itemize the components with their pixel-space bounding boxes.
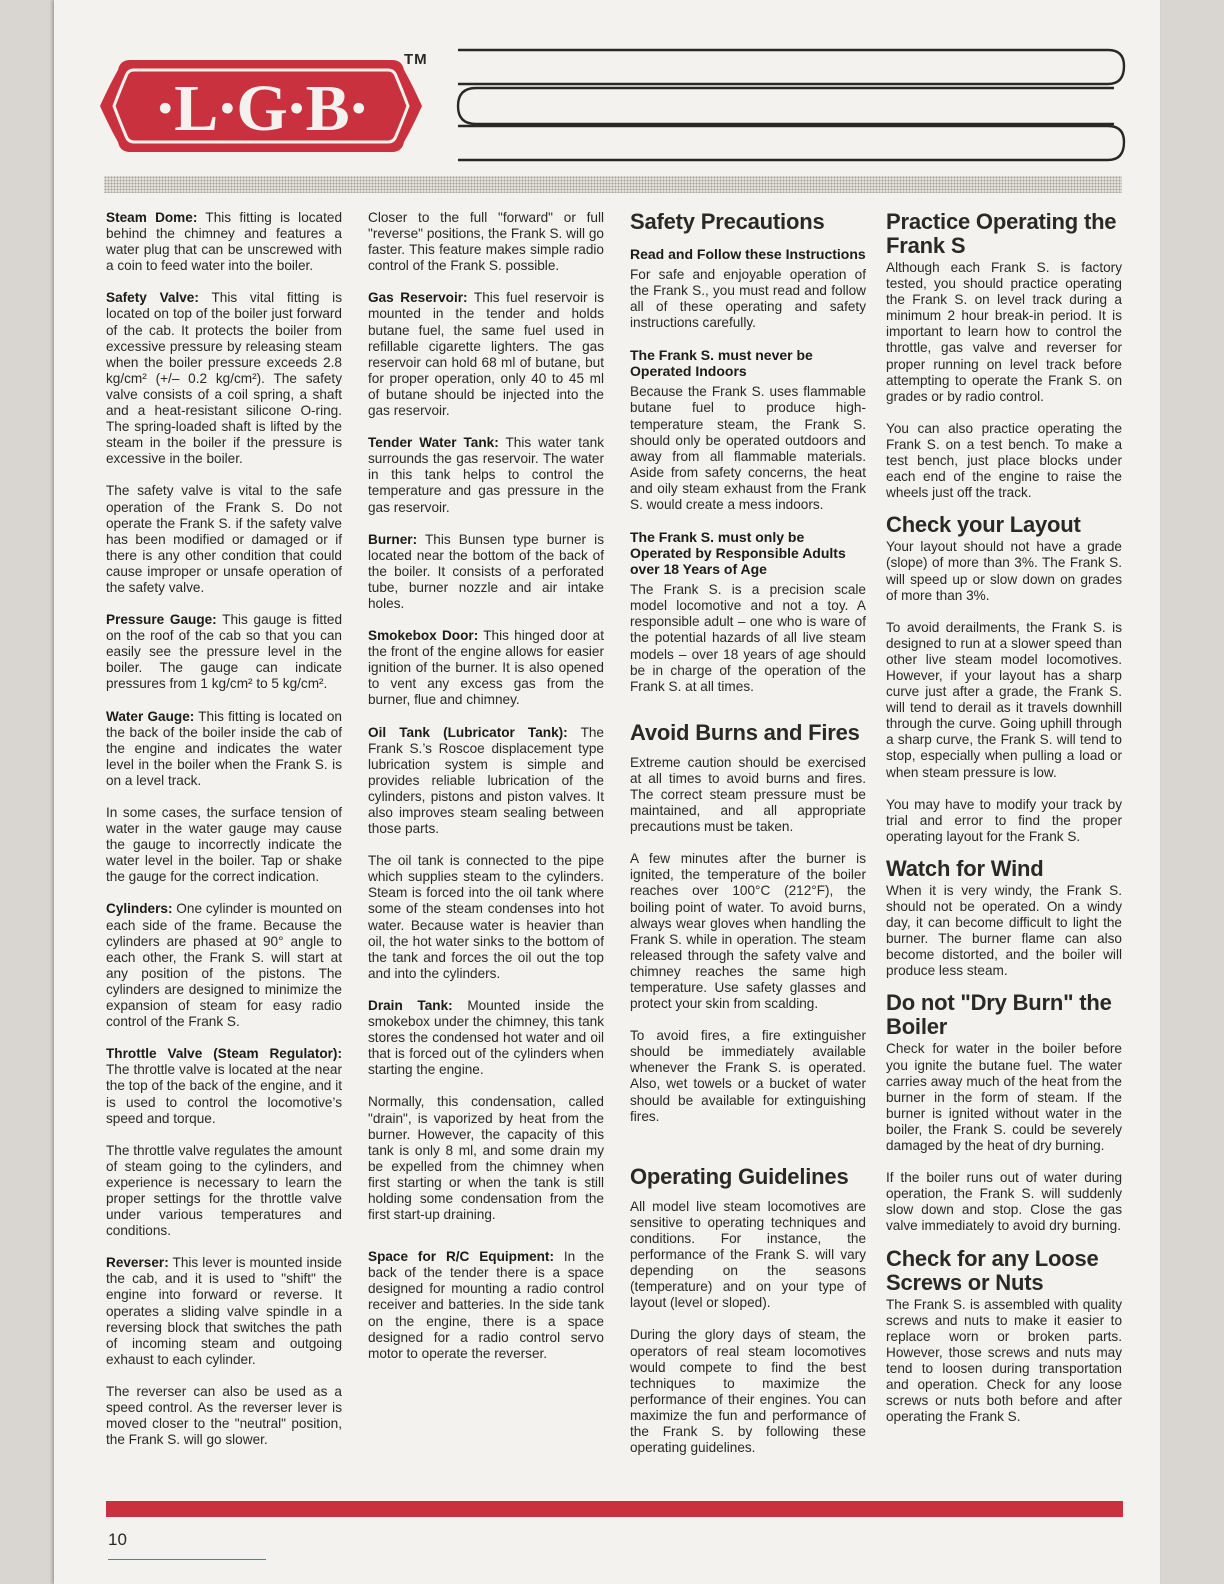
paragraph-reverser-note: The reverser can also be used as a speed control. As the reverser lever is moved closer to the "neutral" position, the Frank S. will go slower.: [106, 1383, 342, 1448]
paragraph-adults-only: The Frank S. is a precision scale model locomotive and not a toy. A responsible adult – one who is ware of the potential hazards of all live steam models – over 18 years of age should be in charge of the operation of the Frank S. at all times.: [630, 582, 866, 694]
footer-link-underline: [108, 1559, 266, 1560]
heading-avoid-burns: Avoid Burns and Fires: [630, 719, 860, 745]
paragraph-throttle-valve: Throttle Valve (Steam Regulator): The throttle valve is located at the near the top of the back of the engine, and it is used to control the locomotive’s speed and torque.: [106, 1046, 342, 1126]
column-1: [106, 210, 342, 1448]
paragraph-practice-1: Although each Frank S. is factory tested, you should practice operating the Frank S. on level track during a minimum 2 hour break-in period. It is important to learn how to control the throttle, gas valve and reverser for proper running on level track before attempting to operate the Frank S. on grades or by radio control.: [886, 260, 1122, 404]
footer-red-bar: [106, 1501, 1123, 1517]
heading-safety-precautions: Safety Precautions: [630, 209, 825, 234]
heading-practice-operating: Practice Operating the Frank S: [886, 209, 1117, 258]
paragraph-layout-3: You may have to modify your track by trial and error to find the proper operating layout for the Frank S.: [886, 796, 1122, 844]
paragraph-burner: Burner: This Bunsen type burner is located near the bottom of the back of the boiler. It consists of a perforated tube, burner nozzle and air intake holes.: [368, 531, 604, 611]
paragraph-gas-reservoir: Gas Reservoir: This fuel reservoir is mounted in the tender and holds butane fuel, the same fuel used in refillable cigarette lighters. The gas reservoir can hold 68 ml of butane, but for proper operation, only 40 to 45 ml of butane should be injected into the gas reservoir.: [368, 290, 604, 419]
paragraph-burns-3: To avoid fires, a fire extinguisher should be immediately available whenever the Frank S. is operated. Also, wet towels or a bucket of water should be available for extinguishing fires.: [630, 1028, 866, 1124]
paragraph-reverser: Reverser: This lever is mounted inside the cab, and it is used to "shift" the engine into forward or reverse. It operates a sliding valve spindle in a reversing block that switches the path of incoming steam and outgoing exhaust to each cylinder.: [106, 1255, 342, 1367]
paragraph-burns-1: Extreme caution should be exercised at all times to avoid burns and fires. The correct steam pressure must be maintained, and all appropriate precautions must be taken.: [630, 754, 866, 835]
header-bars-decoration: [454, 48, 1130, 166]
paragraph-steam-dome: Steam Dome: This fitting is located behind the chimney and features a water plug that can be unscrewed with a coin to feed water into the boiler.: [106, 210, 343, 274]
lgb-logo: [100, 54, 422, 158]
paragraph-guidelines-2: During the glory days of steam, the operators of real steam locomotives would compete to find the best techniques to maximize the performance of their engines. You can maximize the fun and performance of the Frank S. by following these operating guidelines.: [630, 1327, 866, 1456]
paragraph-loose-screws: The Frank S. is assembled with quality screws and nuts to make it easier to replace worn or broken parts. However, those screws and nuts may tend to loosen during transportation and operation. Check for any loose screws or nuts both before and after operating the Frank S.: [886, 1296, 1122, 1425]
heading-operating-guidelines: Operating Guidelines: [630, 1163, 849, 1189]
heading-watch-wind: Watch for Wind: [886, 855, 1044, 881]
heading-check-layout: Check your Layout: [886, 512, 1081, 538]
paragraph-rc-space: Space for R/C Equipment: In the back of the tender there is a space designed for mounting a radio control receiver and batteries. In the side tank on the engine, there is a space designed for a radio control servo motor to operate the reverser.: [368, 1249, 605, 1361]
subheading-adults-only: The Frank S. must only be Operated by Responsible Adults over 18 Years of Age: [630, 529, 846, 578]
dotted-divider: [104, 176, 1122, 193]
paragraph-safety-valve: Safety Valve: This vital fitting is located on top of the boiler just forward of the cab. It protects the boiler from excessive pressure by releasing steam when the boiler pressure exceeds 2.8 kg/cm² (+/– 0.2 kg/cm²). The safety valve consists of a coil spring, a shaft and a heat-resistant silicone O-ring. The spring-loaded shaft is lifted by the steam in the boiler if the pressure is excessive in the boiler.: [106, 290, 342, 467]
paragraph-pressure-gauge: Pressure Gauge: This gauge is fitted on the roof of the cab so that you can easily see the pressure level in the boiler. The gauge can indicate pressures from 1 kg/cm² to 5 kg/cm².: [106, 612, 342, 692]
subheading-never-indoors: The Frank S. must never be Operated Indoors: [630, 347, 813, 380]
paragraph-layout-1: Your layout should not have a grade (slope) of more than 3%. The Frank S. will speed up or slow down on grades of more than 3%.: [886, 539, 1122, 603]
paragraph-dry-burn-1: Check for water in the boiler before you ignite the butane fuel. The water carries away much of the heat from the burner in the form of steam. If the burner is ignited without water in the boiler, the Frank S. could be severely damaged by the heat of dry burning.: [886, 1041, 1122, 1154]
column-2: [368, 210, 604, 1362]
paragraph-burns-2: A few minutes after the burner is ignited, the temperature of the boiler reaches over 100°C (212°F), the boiling point of water. To avoid burns, always wear gloves when handling the Frank S. while in operation. The steam released through the safety valve and chimney reaches the same high temperature. Use safety glasses and protect your skin from scalding.: [630, 851, 866, 1012]
paragraph-water-gauge-note: In some cases, the surface tension of water in the water gauge may cause the gauge to incorrectly indicate the water level in the boiler. Tap or shake the gauge for the correct indication.: [106, 805, 342, 885]
page-number: 10: [108, 1530, 127, 1549]
paragraph-oil-tank: Oil Tank (Lubricator Tank): The Frank S.’s Roscoe displacement type lubrication system is simple and provides reliable lubrication of the cylinders, pistons and piston valves. It also improves steam sealing between those parts.: [368, 724, 604, 837]
heading-loose-screws: Check for any Loose Screws or Nuts: [886, 1245, 1099, 1295]
trademark-mark: TM: [404, 51, 428, 68]
paragraph-reverser-continued: Closer to the full "forward" or full "reverse" positions, the Frank S. will go faster. This feature makes simple radio control of the Frank S. possible.: [368, 210, 604, 274]
paragraph-dry-burn-2: If the boiler runs out of water during operation, the Frank S. will suddenly slow down and stop. Close the gas valve immediately to avoid dry burning.: [886, 1170, 1122, 1234]
column-3: [630, 210, 866, 1456]
paragraph-oil-tank-note: The oil tank is connected to the pipe which supplies steam to the cylinders. Steam is forced into the oil tank where some of the steam condenses into hot water. Because water is heavier than oil, the hot water sinks to the bottom of the tank and forces the oil out the top and into the cylinders.: [368, 853, 604, 981]
paragraph-never-indoors: Because the Frank S. uses flammable butane fuel to produce high-temperature steam, the Frank S. should only be operated outdoors and away from all flammable materials. Aside from safety concerns, the heat and oily steam exhaust from the Frank S. would create a mess indoors.: [630, 384, 866, 513]
paragraph-guidelines-1: All model live steam locomotives are sensitive to operating techniques and conditions. For instance, the performance of the Frank S. will vary depending on the seasons (temperature) and on your type of layout (level or sloped).: [630, 1198, 866, 1311]
paragraph-read-follow: For safe and enjoyable operation of the Frank S., you must read and follow all of these operating and safety instructions carefully.: [630, 267, 866, 331]
paragraph-cylinders: Cylinders: One cylinder is mounted on each side of the frame. Because the cylinders are phased at 90° angle to each other, the Frank S. will start at any position of the pistons. The cylinders are designed to minimize the expansion of steam for easy radio control of the Frank S.: [106, 901, 342, 1030]
logo-text: ·L·G·B·: [154, 72, 368, 145]
paragraph-drain-note: Normally, this condensation, called "drain", is vaporized by heat from the burner. However, the capacity of this tank is only 8 ml, and some drain my be expelled from the chimney when first starting or when the tank is still holding some condensation from the first start-up draining.: [368, 1094, 604, 1223]
column-4: [886, 210, 1122, 1425]
paragraph-drain-tank: Drain Tank: Mounted inside the smokebox under the chimney, this tank stores the condensed hot water and oil that is forced out of the cylinders when starting the engine.: [368, 997, 604, 1078]
paragraph-water-gauge: Water Gauge: This fitting is located on the back of the boiler inside the cab of the engine and indicates the water level in the boiler when the Frank S. is on a level track.: [106, 708, 342, 788]
paragraph-wind: When it is very windy, the Frank S. should not be operated. On a windy day, it can become difficult to light the burner. The burner flame can also become distorted, and the boiler will produce less steam.: [886, 882, 1122, 979]
heading-dry-burn: Do not "Dry Burn" the Boiler: [886, 990, 1112, 1040]
paragraph-practice-2: You can also practice operating the Frank S. on a test bench. To make a test bench, just place blocks under each end of the engine to raise the wheels just off the track.: [886, 420, 1122, 501]
paragraph-smokebox-door: Smokebox Door: This hinged door at the front of the engine allows for easier ignition of the burner. It is also opened to vent any excess gas from the burner, flue and chimney.: [368, 628, 604, 708]
subheading-read-follow: Read and Follow these Instructions: [630, 246, 866, 262]
paragraph-throttle-note: The throttle valve regulates the amount of steam going to the cylinders, and experience is necessary to learn the proper settings for the throttle valve under various temperatures and conditions.: [106, 1142, 342, 1239]
paragraph-safety-valve-note: The safety valve is vital to the safe operation of the Frank S. Do not operate the Frank S. if the safety valve has been modified or damaged or if there is any other condition that could cause improper or unsafe operation of the safety valve.: [106, 483, 342, 595]
paragraph-tender-water-tank: Tender Water Tank: This water tank surrounds the gas reservoir. The water in this tank helps to control the temperature and gas pressure in the gas reservoir.: [368, 435, 605, 515]
paragraph-layout-2: To avoid derailments, the Frank S. is designed to run at a slower speed than other live steam model locomotives. However, if your layout has a sharp curve just after a grade, the Frank S. will tend to derail as it travels downhill through the curve. Going uphill through a sharp curve, the Frank S. will tend to stop, especially when pulling a load or when steam pressure is low.: [886, 619, 1122, 780]
